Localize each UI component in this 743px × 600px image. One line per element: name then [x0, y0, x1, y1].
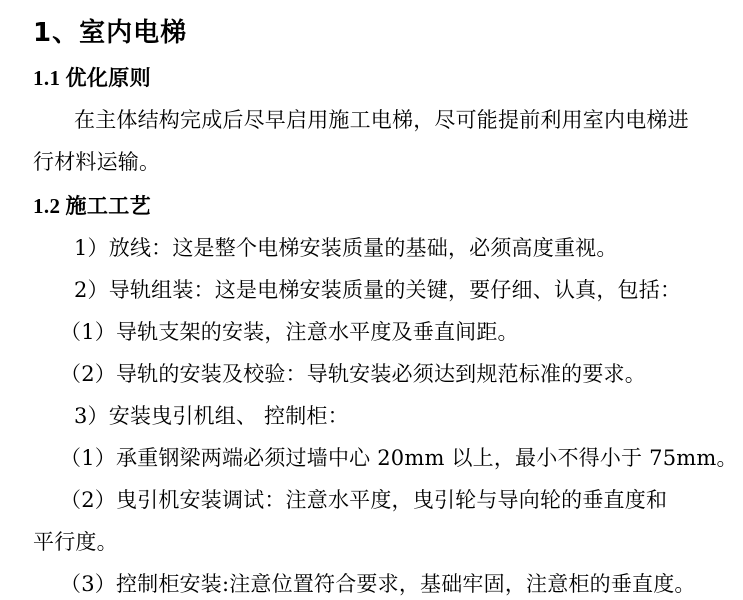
- main-heading: 1、室内电梯: [33, 18, 188, 48]
- list-item: （2）曳引机安装调试：注意水平度，曳引轮与导向轮的垂直度和: [60, 488, 668, 512]
- list-item: 3）安装曳引机组、 控制柜：: [74, 404, 349, 428]
- section-number: 1.2: [33, 194, 61, 218]
- paragraph-line: 行材料运输。: [33, 150, 161, 174]
- section-number: 1.1: [33, 66, 61, 90]
- list-item: 1）放线：这是整个电梯安装质量的基础，必须高度重视。: [74, 236, 618, 260]
- section-heading-1-2: [33, 193, 151, 219]
- list-item: 2）导轨组装：这是电梯安装质量的关键，要仔细、认真，包括：: [74, 278, 682, 302]
- section-title: 优化原则: [65, 65, 152, 90]
- paragraph-line: 在主体结构完成后尽早启用施工电梯，尽可能提前利用室内电梯进: [74, 108, 689, 132]
- list-item-continuation: 平行度。: [33, 530, 118, 554]
- list-item: （1）承重钢梁两端必须过墙中心 20mm 以上，最小不得小于 75mm。: [60, 446, 738, 470]
- section-heading-1-1: [33, 65, 151, 91]
- list-item: （1）导轨支架的安装，注意水平度及垂直间距。: [60, 320, 519, 344]
- list-item: （3）控制柜安装:注意位置符合要求，基础牢固，注意柜的垂直度。: [60, 572, 696, 596]
- section-title: 施工工艺: [65, 193, 152, 218]
- list-item: （2）导轨的安装及校验：导轨安装必须达到规范标准的要求。: [60, 362, 646, 386]
